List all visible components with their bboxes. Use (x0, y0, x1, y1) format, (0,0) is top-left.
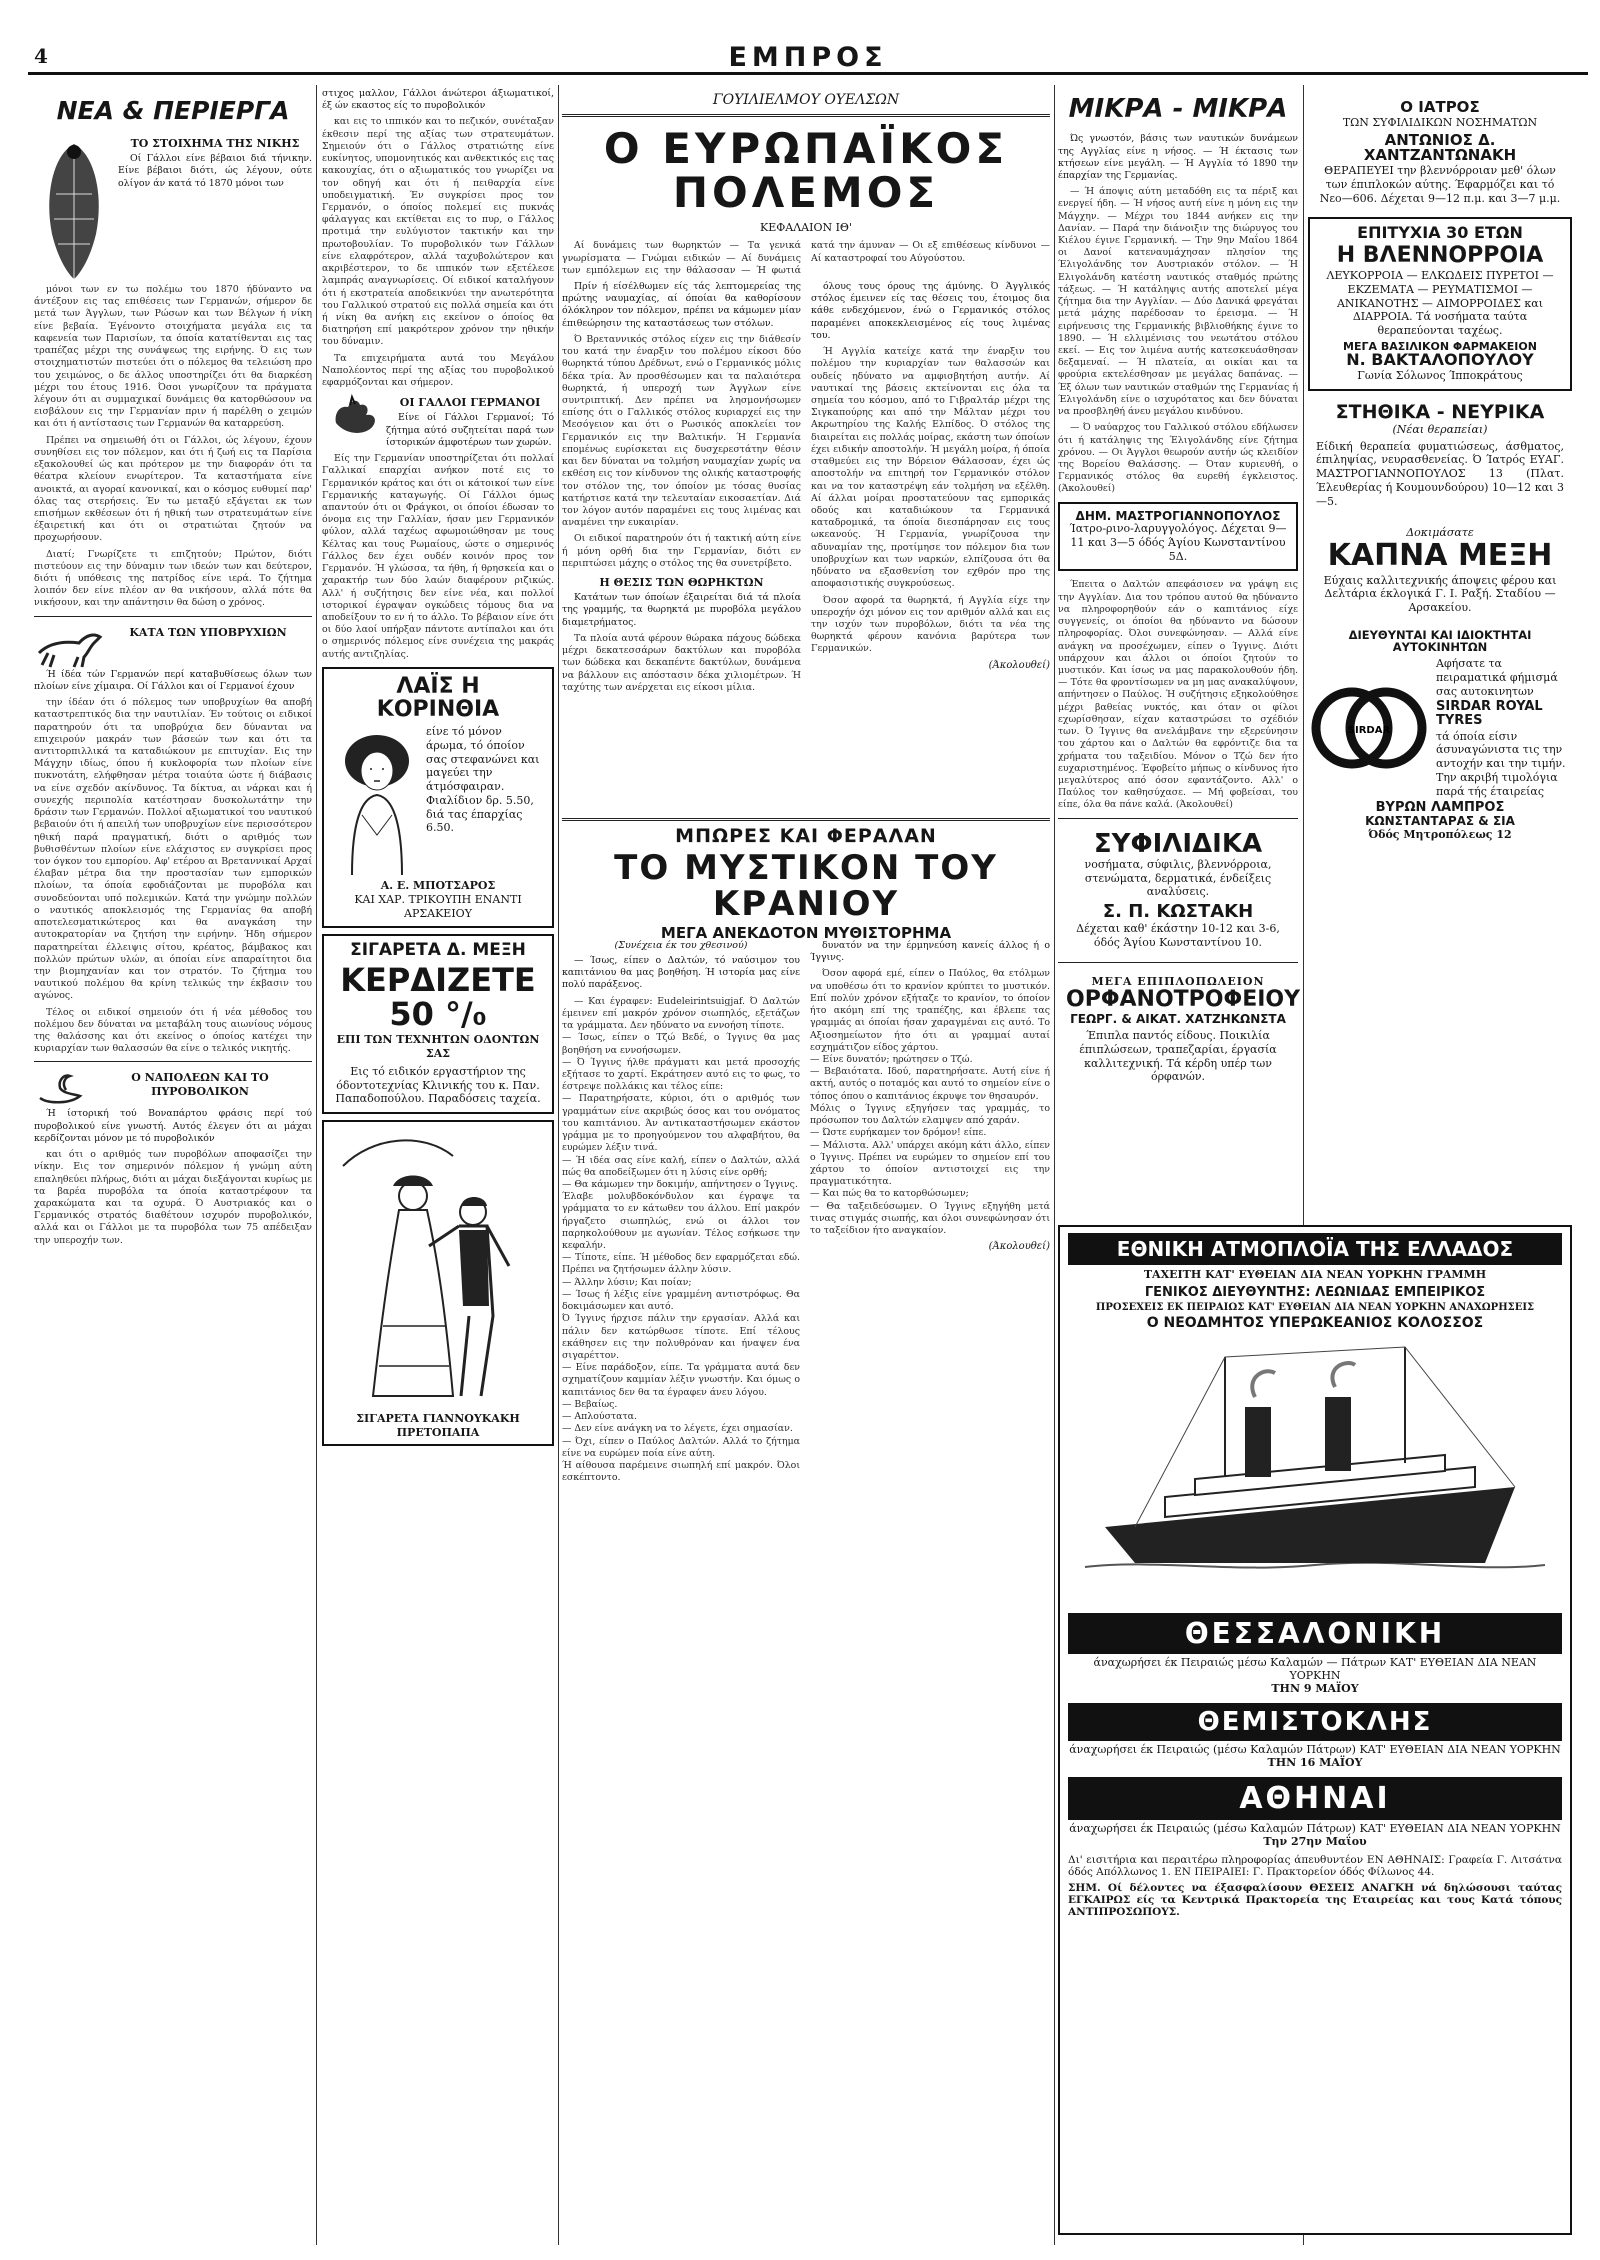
ad-names: ΓΕΩΡΓ. & ΑΙΚΑΤ. ΧΑΤΖΗΚΩΝΣΤΑ (1070, 1012, 1286, 1027)
perfume-ad (322, 667, 554, 928)
novel-title: ΤΟ ΜΥΣΤΙΚΟΝ ΤΟΥ ΚΡΑΝΙΟΥ (614, 847, 998, 924)
article-body: μόνοι των εν τω πολέμω του 1870 ήδύναντο να άντέξουν εις τας επιθέσεις των Γερμανών, σήμερον δε μετά των Άγγλων, των Ρώσων και των Βέλγων ή νίκη είνε βεβαία. Έγένοντο στοιχήματα μεγάλα εις τα καφενεία των Παρισίων, τα όποία κατατίθενται εις τας τραπέζας μέχρι της συνάψεως της ειρήνης. Ό εις των στοιχηματιστών πιστεύει ότι ο πόλεμος θα τελειώση προ του χειμώνος, ο δε άλλος υποστηρίζει ότι θα διαρκέση μέχρι του έτους 1916. Όσοι γνωρίζουν τα πράγματα λέγουν ότι αι συμμαχικαί δυνάμεις θα κατορθώσουν να εισβάλουν εις την Γερμανίαν πριν ή παρέλθη ο χειμών και ότι ή αντίστασις των Γερμανών θα καταρρεύση. (34, 284, 312, 430)
ad-top-line: Ο ΙΑΤΡΟΣ (1400, 98, 1480, 116)
article-body: Αί δυνάμεις των θωρηκτών — Τα γενικά γνωρίσματα — Γνώμαι ειδικών — Αί δυνάμεις των εμπόλεμων εις την θάλασσαν — Ή φωτιά κατά την άμυναν — Οι εξ επιθέσεως κίνδυνοι — Αί καταστροφαί του Αύγούστου. (562, 240, 1050, 276)
woman-portrait-illustration (332, 725, 422, 875)
ad-title: ΕΘΝΙΚΗ ΑΤΜΟΠΛΟΪΑ ΤΗΣ ΕΛΛΑΔΟΣ (1068, 1233, 1562, 1265)
novel-authors: ΜΠΩΡΕΣ ΚΑΙ ΦΕΡΑΛΑΝ (675, 825, 937, 847)
ad-text: ΘΕΡΑΠΕΥΕΙ την βλεννόρροιαν μεθ' όλων των έπιπλοκών αύτης. Έφαρμόζει και τό Νεο—606. Δέχεται 9—12 π.μ. και 3—7 μ.μ. (1319, 164, 1561, 205)
article-body: Τέλος οι ειδικοί σημειούν ότι ή νέα μέθοδος του πολέμου δεν δύναται να μεταβάλη τους αιωνίους νόμους της θαλάσσης και ότι εκείνος ο όποίος κατέχει την κυριαρχίαν των θαλασσών θα είνε ο τελικός νικητής. (34, 1006, 312, 1055)
novel-text: δυνατόν να την έρμηνεύση κανείς άλλος ή ο Ίγγινς. (810, 940, 1050, 964)
newspaper-title: ΕΜΠΡΟΣ (728, 42, 888, 73)
ad-title: ΣΥΦΙΛΙΔΙΚΑ (1093, 828, 1263, 859)
ad-subtitle: ΤΩΝ ΣΥΦΙΛΙΔΙΚΩΝ ΝΟΣΗΜΑΤΩΝ (1342, 115, 1538, 129)
dental-ad (322, 934, 554, 1114)
ad-shop: ΜΕΓΑ ΒΑΣΙΛΙΚΟΝ ΦΑΡΜΑΚΕΙΟΝ (1343, 339, 1537, 353)
serial-continued: (Άκολουθεί) (988, 659, 1050, 671)
ad-text: νοσήματα, σύφιλις, βλεννόρροια, στενώματα, δερματικά, ένδείξεις αναλύσεις. (1084, 857, 1272, 899)
ad-address: Δέχεται καθ' έκάστην 10-12 και 3-6, όδός Άγίου Κωνσταντίνου 10. (1076, 922, 1280, 949)
ad-address: Όδός Μητροπόλεως 12 (1368, 827, 1512, 841)
ad-subtitle: (Νέαι θεραπείαι) (1392, 422, 1488, 436)
serial-chapter: ΚΕΦΑΛΑΙΟΝ ΙΘ' (760, 221, 852, 235)
syphilis-ad (1058, 825, 1298, 956)
ship-name: ΘΕΣΣΑΛΟΝΙΚΗ (1068, 1613, 1562, 1654)
novel-column-right (810, 940, 1050, 2240)
column-two (322, 88, 554, 2238)
ad-subtitle: ΤΑΧΕΙΤΗ ΚΑΤ' ΕΥΘΕΙΑΝ ΔΙΑ ΝΕΑΝ ΥΟΡΚΗΝ ΓΡΑΜΜΗ (1143, 1268, 1487, 1281)
ad-text: Έπιπλα παντός είδους. Ποικιλία έπιπλώσεων, τραπεζαρίαι, έργασία καλλιτεχνική. Τά κέρδη υπέρ των όρφανών. (1079, 1029, 1277, 1084)
ad-contact: Δι' εισιτήρια και περαιτέρω πληροφορίας άπευθυντέον ΕΝ ΑΘΗΝΑΙΣ: Γραφεία Γ. Λιτσάτνα όδός Απόλλωνος 1. ΕΝ ΠΕΙΡΑΙΕΙ: Γ. Πρακτορείον όδός Φίλωνος 44. (1068, 1854, 1562, 1878)
ad-text: Αφήσατε τα πειραματικά φήμισμά σας αυτοκινητων (1436, 657, 1558, 698)
serial-author: ΓΟΥΙΛΙΕΛΜΟΥ ΟΥΕΛΣΩΝ (712, 92, 900, 108)
article-title: ΚΑΤΑ ΤΩΝ ΥΠΟΒΡΥΧΙΩΝ (129, 625, 287, 639)
cigarette-ad (322, 1120, 554, 1446)
ad-top-line: Δοκιμάσατε (1406, 526, 1474, 540)
shipping-line-ad (1058, 1225, 1572, 2235)
novel-continued: (Άκολουθεί) (988, 1241, 1050, 1253)
ad-text: είνε τό μόνον άρωμα, τό όποίον σας στεφανώνει και μαγεύει την άτμόσφαιραν. Φιαλίδιον δρ. 5.50, διά τας έπαρχίας 6.50. (426, 725, 540, 835)
tyre-label: SIRDAR (1347, 724, 1391, 736)
ad-text: Είδική θεραπεία φυματιώσεως, άσθματος, έπιληψίας, νευρασθενείας. Ό Ίατρός ΕΥΑΓ. ΜΑΣΤΡΟΓΙΑΝΝΟΠΟΥΛΟΣ 13 (Πλατ. Έλευθερίας ή Κουμουνδούρου) 10—12 και 3—5. (1316, 439, 1564, 508)
serial-subhead: Η ΘΕΣΙΣ ΤΩΝ ΘΩΡΗΚΤΩΝ (599, 576, 764, 590)
serial-text: όλους τους όρους της άμύνης. Ό Άγγλικός στόλος έμεινεν είς τας θέσεις του, έτοιμος δια κάθε ενδεχόμενον, ένώ ο Γερμανικός στόλος παραμένει αποκεκλεισμένος είς τους λιμένας του. (811, 281, 1050, 341)
article-lead: Ή ίδέα τών Γερμανών περί καταβυθίσεως όλων των πλοίων είνε χίμαιρα. Οί Γάλλοι και οί Γερμανοί έχουν (34, 668, 312, 692)
serial-text: Κατάτων των όποίων έξαιρείται διά τά πλοία της γραμμής, τα θωρηκτά με πυροβόλα μεγάλου διαμετρήματος. (562, 592, 801, 628)
furniture-ad (1058, 969, 1301, 1090)
ocean-liner-illustration (1075, 1337, 1555, 1607)
swan-illustration (34, 1068, 88, 1108)
novel-text: — Ίσως, είπεν ο Δαλτών, τό ναύσιμον του καπιτάνιου θα μας βοηθήση. Ή ιστορία μας είνε πολύ παράξενος. (562, 955, 800, 991)
article-title: ΤΟ ΣΤΟΙΧΗΜΑ ΤΗΣ ΝΙΚΗΣ (130, 137, 300, 150)
article-title: ΟΙ ΓΑΛΛΟΙ ΓΕΡΜΑΝΟΙ (399, 396, 541, 410)
ad-title: ΣΤΗΘΙΚΑ - ΝΕΥΡΙΚΑ (1335, 400, 1545, 423)
article-body: — Και έγραφεν: Eudeleirintsuigjaf. Ό Δαλτών έμεινεν επί μακρόν χρόνον σιωπηλός, εξετάζων τα γράμματα. Δεν ηδύνατο να εννοήση τίποτε. — Ίσως, είπεν ο Τζώ Βεδέ, ο Ίγγινς θα μας βοηθήση να εννοήσωμεν. — Ό Ίγγινς ήλθε πράγματι και μετά προσοχής εξήτασε το χαρτί. Εκράτησεν αυτό εις το φως, το έστρεψε πολλάκις και τέλος είπε: — Παρατηρήσατε, κύριοι, ότι ο αριθμός των γραμμάτων είνε ακριβώς όσος και του ονόματος του καπιτάνιου. Άν αντικαταστήσωμεν εκάστον γράμμα με το προηγούμενον του αλφαβήτου, θα ευρώμεν λέξιν τινά. — Ή ιδέα σας είνε καλή, είπεν ο Δαλτών, αλλά πώς θα αποδείξωμεν ότι η λύσις είνε ορθή; — Θα κάμωμεν την δοκιμήν, απήντησεν ο Ίγγινς. Έλαβε μολυβδοκόνδυλον και έγραψε τα γράμματα το εν κάτωθεν του άλλου. Επί μακρόν ήργαζετο σιωπηλώς, ενώ οι άλλοι τον παρηκολούθουν με αγωνίαν. Τέλος εσήκωσε την κεφαλήν. — Τίποτε, είπε. Ή μέθοδος δεν εφαρμόζεται εδώ. Πρέπει να ζητήσωμεν άλλην λύσιν. — Άλλην λύσιν; Και ποίαν; — Ίσως ή λέξις είνε γραμμένη αντιστρόφως. Θα δοκιμάσωμεν και αυτό. Ό Ίγγινς ήρχισε πάλιν την εργασίαν. Αλλά και πάλιν δεν κατώρθωσε τίποτε. Επί τέλους εκάθησεν εις την πολυθρόναν και ήναψεν ένα σιγαρέττον. — Είνε παράδοξον, είπε. Τα γράμματα αυτά δεν σχηματίζουν καμμίαν λέξιν γνωστήν. Και όμως ο καπιτάνιος δεν θα τα έγραφεν άνευ λόγου. — Βεβαίως. — Απλούστατα. — Δεν είνε ανάγκη να το λέγετε, έχει σημασίαν. — Όχι, είπεν ο Παύλος Δαλτών. Αλλά το ζήτημα είνε να ευρώμεν ποία είνε αύτη. Ή αίθουσα παρέμεινε σιωπηλή επί μακρόν. Όλοι εσκέπτοντο. (562, 995, 800, 1484)
serial-title: Ο ΕΥΡΩΠΑΪΚΟΣ ΠΟΛΕΜΟΣ (603, 124, 1009, 218)
ship-name: ΘΕΜΙΣΤΟΚΛΗΣ (1068, 1703, 1562, 1741)
article-body: Πρέπει να σημειωθή ότι οι Γάλλοι, ώς λέγουν, έχουν συνηθίσει εις τον πόλεμον, και ότι ή ζωή εις τα Παρίσια εξακολουθεί ώς και πρότερον με την διαφοράν ότι τα θέατρα κλείουν ενωρίτερον. Τα καταστήματα είνε ανοικτά, αι αγοραί κανονικαί, και ο κόσμος ευθυμεί παρ' όλας τας στερήσεις. Έν τω μεταξύ εξάγεται εκ των επισήμων εκθέσεων ότι ή ηθική των στρατευμάτων είνε έξαιρετική και ότι οι στρατιώται ζητούν να προχωρήσουν. (34, 434, 312, 544)
ad-new-ship: Ο ΝΕΟΔΜΗΤΟΣ ΥΠΕΡΩΚΕΑΝΙΟΣ ΚΟΛΟΣΣΟΣ (1146, 1315, 1484, 1331)
rooster-illustration (322, 393, 382, 449)
ad-top-line: ΣΙΓΑΡΕΤΑ Δ. ΜΕΞΗ (350, 940, 526, 961)
ship-date: ΤΗΝ 9 ΜΑΪΟΥ (1271, 1682, 1359, 1695)
ad-title: ΛΑΪΣ Η ΚΟΡΙΝΘΙΑ (376, 673, 500, 722)
ship-name: ΑΘΗΝΑΙ (1068, 1777, 1562, 1820)
ad-text: ΣΙΓΑΡΕΤΑ ΓΙΑΝΝΟΥΚΑΚΗ ΠΡΕΤΟΠΑΠΑ (356, 1412, 520, 1439)
ship-date: ΤΗΝ 16 ΜΑΪΟΥ (1267, 1756, 1363, 1769)
ad-names: ΒΥΡΩΝ ΛΑΜΠΡΟΣ (1375, 800, 1505, 816)
short-news-intro: Ώς γνωστόν, βάσις των ναυτικών δυνάμεων της Αγγλίας είνε η νήσος. — Ή έκτασις των κτήσεων είνε μεγάλη. — Ή Αγγλία τό 1890 την έπαρχίαν της Γερμανίας. (1058, 133, 1298, 181)
article-body: Τα επιχειρήματα αυτά του Μεγάλου Ναπολέοντος περί της αξίας του πυροβολικού εφαρμόζονται και σήμερον. (322, 352, 554, 389)
ad-text-2: τά όποία είσιν άσυναγώνιστα τις την αντοχήν και την τιμήν. Την ακριβή τιμολόγια παρά τής έταιρείας (1436, 729, 1566, 798)
ad-name: ΔΗΜ. ΜΑΣΤΡΟΓΙΑΝΝΟΠΟΥΛΟΣ (1075, 508, 1281, 523)
ship-route: άναχωρήσει έκ Πειραιώς (μέσω Καλαμών Πάτρων) ΚΑΤ' ΕΥΘΕΙΑΝ ΔΙΑ ΝΕΑΝ ΥΟΡΚΗΝ (1069, 1822, 1561, 1835)
article-body: — Ή άποψις αύτη μεταδόθη εις τα πέριξ και ενεργεί ήδη. — Ή νήσος αυτή είνε η μόνη εις την Μάγχην. — Μέχρι του 1844 ανήκεν εις την Δανίαν. — Παρά την διάνοιξιν της διώρυγος του Κιέλου έγινε Γερμανική. — Την 9ην Μαΐου 1864 οι Δανοί κατεναυμάχησαν πλησίον της Έλιγολάνδης τον Αυστριακόν στόλον. — Ή Ελιγολάνδη κατέστη ναυτικός σταθμός πρώτης τάξεως. — Ή κατάληψις αυτής αποτελεί μέγα ζήτημα δια την Αγγλίαν. — Δύο Δανικά φρεγάται μετά μάχης παρέδοσαν το έρεισμα. — Ή ειρήνευσις της Γερμανικής βιβλιοθήκης έγινε το 1890. — Ή ελλιμένισις του νεωτάτου στόλου εκεί. — Εις τον λιμένα αυτής κατεσκευάσθησαν δεξαμεναί. — Ή πλατεία, αι οικίαι και τα φρούρια εκτελέσθησαν με μεγάλας δαπάνας. — Έξ όλων των ναυτικών σταθμών της Γερμανίας ή Έλιγολάνδη είνε ο ισχυρότατος και δεν δύναται να προσβληθή άνευ μεγάλου κινδύνου. (1058, 186, 1298, 418)
ad-top-line: ΕΠΙΤΥΧΙΑ 30 ΕΤΩΝ (1357, 223, 1523, 243)
article-lead: Είνε οί Γάλλοι Γερμανοί; Τό ζήτημα αύτό συζητείται παρά των ίστορικών άμφοτέρων των χωρών. (386, 412, 554, 448)
article-body: Τα πλοία αυτά φέρουν θώρακα πάχους δώδεκα μέχρι δεκατεσσάρων δακτύλων και πυροβόλα των δώδεκα και δεκαπέντε δακτύλων, δυνάμενα να βάλλουν εις απόστασιν δέκα χιλιομέτρων. Ή ταχύτης των ανέρχεται εις είκοσι μίλια. (562, 632, 801, 693)
ad-title: ΔΙΕΥΘΥΝΤΑΙ ΚΑΙ ΙΔΙΟΚΤΗΤΑΙ ΑΥΤΟΚΙΝΗΤΩΝ (1348, 627, 1532, 654)
section-title: ΝΕΑ & ΠΕΡΙΕΡΓΑ (56, 95, 290, 125)
tobacco-ad (1308, 520, 1572, 621)
ship-route: άναχωρήσει έκ Πειραιώς (μέσω Καλαμών Πάτρων) ΚΑΤ' ΕΥΘΕΙΑΝ ΔΙΑ ΝΕΑΝ ΥΟΡΚΗΝ (1069, 1743, 1561, 1756)
article-body: Όσον αφορά εμέ, είπεν ο Παύλος, θα ετόλμων να υποθέσω ότι το κρανίον κρύπτει το μυστικόν. Επί πολύν χρόνον εξήταζε το κρανίον, το όποίον ήτο ακόμη επί της τραπέζης, και έβλεπε τας γραμμάς αι όποίαι ήσαν χαραγμέναι εις αυτό. Το Αξιοσημείωτον ήτο ότι αι γραμμαί αυταί εσχημάτιζον είδος χάρτου. — Είνε δυνατόν; ηρώτησεν ο Τζώ. — Βεβαιότατα. Ιδού, παρατηρήσατε. Αυτή είνε ή ακτή, αυτός ο ποταμός και αυτό το σημείον είνε ο τόπος όπου ο καπιτάνιος έκρυψε τον θησαυρόν. Μόλις ο Ίγγινς εξηγήσεν τας γραμμάς, το πρόσωπον του Δαλτών ελαμψεν από χαράν. — Ώστε ευρήκαμεν τον δρόμον! είπε. — Μάλιστα. Αλλ' υπάρχει ακόμη κάτι άλλο, είπεν ο Ίγγινς. Πρέπει να ευρώμεν το σημείον επί του χάρτου το όποίον αντιστοιχεί εις την πραγματικότητα. — Και πώς θα το κατορθώσωμεν; — Θα ταξειδεύσωμεν. Ο Ίγγινς εξηγήθη μετά τινας στιγμάς σιωπής, και όλοι συνεφώνησαν ότι το ταξείδιον ήτο αναγκαίον. (810, 968, 1050, 1237)
pharmacy-ad (1308, 217, 1572, 391)
article-body: Οι ειδικοί παρατηρούν ότι ή τακτική αύτη είνε ή μόνη ορθή δια την Γερμανίαν, διότι εν περιπτώσει μάχης ο στόλος της θα συνετρίβετο. (562, 533, 801, 569)
article-lead: στιχος μαλλον, Γάλλοι άνώτεροι άξιωματικοί, έξ ών εκαστος είς το πυροβολικόν (322, 88, 554, 112)
ship-route: άναχωρήσει έκ Πειραιώς μέσω Καλαμών — Πάτρων ΚΑΤ' ΕΥΘΕΙΑΝ ΔΙΑ ΝΕΑΝ ΥΟΡΚΗΝ (1093, 1656, 1537, 1682)
greyhound-illustration (34, 623, 104, 669)
article-body: Ό Βρεταννικός στόλος είχεν εις την διάθεσίν του κατά την έναρξιν του πολέμου είκοσι δύο θωρηκτά τύπου Δρέδνωτ, ενώ ο Γερμανικός μόλις δέκα τρία. Άν προσθέσωμεν και τα παλαιότερα θωρηκτά, ή υπεροχή των Άγγλων είνε συντριπτική. Δεν πρέπει να λησμονήσωμεν επίσης ότι ο Γαλλικός στόλος κυριαρχεί εις την Μεσόγειον και ότι ο Ρωσικός αποκλείει τον Γερμανικόν εις την Βαλτικήν. Ή Γερμανία επομένως ευρίσκεται εις δυσχερεστάτην θέσιν και δεν δύναται να τολμήση ναυμαχίαν χωρίς να εκθέση εις τον κίνδυνον της ολικής καταστροφής τον στόλον της, τον όποίον με τόσας θυσίας κατήρτισε κατά την τελευταίαν εικοσαετίαν. Διά τον λόγον αυτόν παραμένει εις τους λιμένας και αναμένει την ευκαιρίαν. (562, 333, 801, 529)
ad-departures: ΠΡΟΣΕΧΕΙΣ ΕΚ ΠΕΙΡΑΙΩΣ ΚΑΤ' ΕΥΘΕΙΑΝ ΔΙΑ ΝΕΑΝ ΥΟΡΚΗΝ ΑΝΑΧΩΡΗΣΕΙΣ (1095, 1302, 1535, 1313)
ad-text: Εύχαις καλλιτεχνικής άποψεις φέρου και Δελτάρια έκλογικά Γ. Ι. Ραξή. Σταδίου — Αρσακείου. (1323, 573, 1557, 615)
article-lead: Ή ίστορική τού Βοναπάρτου φράσις περί τού πυροβολικού είνε γνωστή. Αυτός έλεγεν ότι αι μάχαι κερδίζονται μόνον με τό πυροβολικόν (34, 1108, 312, 1144)
ad-name: Ν. ΒΑΚΤΑΛΟΠΟΥΛΟΥ (1346, 350, 1534, 370)
ad-subtitle: ΕΠΙ ΤΩΝ ΤΕΧΝΗΤΩΝ ΟΔΟΝΤΩΝ ΣΑΣ (336, 1033, 540, 1061)
ad-note: ΣΗΜ. Οί δέλοντες να έξασφαλίσουν ΘΕΣΕΙΣ ΑΝΑΓΚΗ νά δηλώσουσι ταύτας ΕΓΚΑΙΡΩΣ είς τα Κεντρικά Πρακτορεία της Εταιρείας και τους Κατά τόπους ΑΝΤΙΠΡΟΣΩΠΟΥΣ. (1068, 1882, 1562, 1918)
ad-address: ΚΑΙ ΧΑΡ. ΤΡΙΚΟΥΠΗ ΕΝΑΝΤΙ ΑΡΣΑΚΕΙΟΥ (354, 892, 522, 920)
article-body: την ίδέαν ότι ό πόλεμος των υποβρυχίων θα αποβή καταστρεπτικός δια την ναυτιλίαν. Έν τούτοις οι ειδικοί παρατηρούν ότι τα υποβρύχια δεν δύνανται να επιχειρούν μακράν των βάσεών των και ότι τα αντιτορπιλλικά τα καταδιώκουν με επιτυχίαν. Εις την Μάγχην ιδίως, όπου ή κυκλοφορία των πλοίων είνε πυκνοτάτη, ελήφθησαν μέτρα τοιαύτα ώστε ή διάβασις να είνε σχεδόν ακίνδυνος. Τα δίκτυα, αι νάρκαι και ή συνεχής περιπολία κατέστησαν δυσκολωτάτην την δράσιν των Γερμανών. Πολλοί αξιωματικοί του ναυτικού βεβαιούν ότι ή απειλή των υποβρυχίων είνε περισσότερον ηθική παρά πραγματική, διότι ο αριθμός των βυθισθέντων πλοίων είνε ελάχιστος εν συγκρίσει προς τον όγκον του εμπορίου. Αφ' ετέρου αι Βρεταννικαί Αρχαί έλαβαν μέτρα δια την προστασίαν των εμπορικών πλοίων, τα όποία εφοδιάζονται με πυροβόλα και συνοδεύονται υπό πολεμικών. Κατά την γνώμην πολλών ο ναυτικός αποκλεισμός της Γερμανίας θα αποβή αποτελεσματικώτερος και θα αναγκάση την αυτοκρατορίαν να ζητήση την ειρήνην. Ήδη σήμερον παρατηρείται έλλειψις σίτου, κρέατος, βάμβακος και πολλών πρώτων υλών, αι όποίαι είνε απαραίτητοι δια την βιομηχανίαν και τον στρατόν. Το ζήτημα του ναυτικού πολέμου θα κρίνη τελικώς την έκβασιν του αγώνος. (34, 697, 312, 1002)
serial-text: Πρίν ή είσέλθωμεν είς τάς λεπτομερείας της πρώτης ναυμαχίας, αί όποίαι θα καθορίσουν όλόκληρον τον πόλεμον, πρέπει να κάμωμεν μίαν έπιθεώρησιν της καταστάσεως των στόλων. (562, 281, 801, 329)
article-body: Έπειτα ο Δαλτών απεφάσισεν να γράψη εις την Αγγλίαν. Δια του τρόπου αυτού θα ηδύναντο να πληροφορηθούν εάν ο καπιτάνιος είχε συγγενείς, οι όποίοι θα ηδύναντο να δώσουν πληροφορίας. Όλοι συνεφώνησαν. — Αλλά είνε ανάγκη να προσέχωμεν, είπεν ο Ίγγινς. Διότι υπάρχουν και άλλοι οι όποίοι ζητούν το μυστικόν. Και ίσως να μας παρακολουθούν ήδη. — Τότε θα φροντίσωμεν να μη μας ανακαλύψουν, απήντησεν ο Παύλος. Ή συζήτησις εξηκολούθησε μέχρι βαθείας νυκτός, και όταν οι φίλοι εχωρίσθησαν, είχαν καταστρώσει το σχέδιόν των. Ό Ίγγινς θα ανελάμβανε την εξερεύνησιν του χάρτου και ο Δαλτών θα εφρόντιζε δια τα χρήματα του ταξειδίου. Μόνον ο Τζώ δεν ήτο ευχαριστημένος. Έφοβείτο μήπως ο κίνδυνος ήτο μεγαλύτερος από όσον εφαντάζοντο. Αλλ' ο Παύλος τον καθησύχασε. — Μή φοβείσαι, του είπε, όλα θα πάνε καλά. (Άκολουθεί) (1058, 579, 1298, 811)
article-body: — Ό ναύαρχος του Γαλλικού στόλου εδήλωσεν ότι ή κατάληψις της Έλιγολάνδης είνε ζήτημα χρόνου. — Οι Άγγλοι θεωρούν αυτήν ώς κλειδίον της Βορείου Θαλάσσης. — Όταν κυριευθή, ο Γερμανικός στόλος θα ευρεθή έγκλειστος. (Άκολουθεί) (1058, 422, 1298, 495)
ad-name: ΑΝΤΩΝΙΟΣ Δ. ΧΑΝΤΖΑΝΤΩΝΑΚΗ (1363, 130, 1517, 165)
column-divider (316, 85, 317, 2245)
ad-director: ΓΕΝΙΚΟΣ ΔΙΕΥΘΥΝΤΗΣ: ΛΕΩΝΙΔΑΣ ΕΜΠΕΙΡΙΚΟΣ (1144, 1285, 1486, 1300)
ad-kicker: ΜΕΓΑ ΕΠΙΠΛΟΠΩΛΕΙΟΝ (1091, 974, 1265, 988)
ad-title: ΟΡΦΑΝΟΤΡΟΦΕΙΟΥ (1066, 987, 1301, 1013)
novel-subtitle: ΜΕΓΑ ΑΝΕΚΔΟΤΟΝ ΜΥΘΙΣΤΟΡΗΜΑ (660, 924, 952, 943)
ship-date: Την 27ην Μαΐου (1263, 1835, 1367, 1848)
doctor-ad (1058, 502, 1298, 572)
section-title: ΜΙΚΡΑ - ΜΙΚΡΑ (1068, 94, 1288, 124)
article-body: Ή Αγγλία κατείχε κατά την έναρξιν του πολέμου την κυριαρχίαν των θαλασσών και ουδείς ηδύνατο να αμφισβητήση αυτήν. Αί ναυτικαί της βάσεις εκτείνονται εις όλα τα σημεία του κόσμου, από το Γιβραλτάρ μέχρι της Σιγκαπούρης και από την Μάλταν μέχρι του Ακρωτηρίου της Καλής Ελπίδος. Ό στόλος της διαιρείται εις πολλάς μοίρας, εκάστη των όποίων έχει ειδικήν αποστολήν. Ή μεγάλη μοίρα, ή όποία σταθμεύει εις την Βόρειον Θάλασσαν, έχει ώς αποστολήν να επιτηρή τον Γερμανικόν στόλον και να τον καταστρέψη εάν τολμήση να εξέλθη. Αί άλλαι μοίραι προστατεύουν τας εμπορικάς οδούς και καταδιώκουν τα Γερμανικά καταδρομικά, τα όποία διεσπάρησαν εις τους ωκεανούς. Ή Γερμανία, γνωρίζουσα την αδυναμίαν της, προτίμησε τον πόλεμον δια των υποβρυχίων και των ναρκών, ελπίζουσα ότι θα ηδύνατο να εξασθενίση τον εχθρόν προ της αποφασιστικής συγκρούσεως. (811, 346, 1050, 590)
ad-text: Εις τό ειδικόν εργαστήριον της όδοντοτεχνίας Κλινικής του κ. Παν. Παπαδοπούλου. Παραδόσεις ταχεία. (335, 1064, 541, 1106)
peacock-illustration (34, 134, 114, 284)
ad-seller: Α. Ε. ΜΠΟΤΣΑΡΟΣ (380, 879, 496, 892)
ad-names-2: ΚΩΝΣΤΑΝΤΑΡΑΣ & ΣΙΑ (1365, 813, 1515, 828)
tyre-ad (1308, 627, 1572, 843)
article-body: Όσον αφορά τα θωρηκτά, ή Αγγλία είχε την υπεροχήν όχι μόνον εις τον αριθμόν αλλά και εις την ισχύν των πυροβόλων, διότι τα νέα της θωρηκτά φέρουν κανόνια βαρύτερα των Γερμανικών. (811, 594, 1050, 655)
column-divider (558, 85, 559, 2245)
article-lead: Οί Γάλλοι είνε βέβαιοι διά τήνικην. Είνε βέβαιοι διότι, ώς λέγουν, ούτε ολίγον άν κατά τό 1870 μόνοι των (118, 153, 312, 189)
column-serial (562, 88, 1050, 808)
chest-nerves-ad (1308, 397, 1572, 514)
masthead (28, 42, 1588, 75)
article-body: Είς την Γερμανίαν υποστηρίζεται ότι πολλαί Γαλλικαί επαρχίαι ανήκον ποτέ εις το Γερμανικόν κράτος και ότι οι κάτοικοί των είνε Γερμανικής καταγωγής. Οί Γάλλοι όμως απαντούν ότι οι Φράγκοι, οι όποίοι έδωσαν το όνομα εις την Γαλλίαν, ήσαν μεν Γερμανικόν φύλον, αλλά ταχέως αφωμοιώθησαν με τους Κέλτας και τους Ρωμαίους, ώστε ο σημερινός Γάλλος δεν έχει ουδέν κοινόν προς τον Γερμανόν. Ή γλώσσα, τα ήθη, ή θρησκεία και ο χαρακτήρ των δύο λαών διαφέρουν ριζικώς. Αλλ' ή συζήτησις δεν είνε νέα, και πολλοί ιστορικοί έγραψαν ογκώδεις τόμους δια να αποδείξουν το εν ή το άλλο. Το βέβαιον είνε ότι οι δύο λαοί υπήρξαν πάντοτε αντίπαλοι και ότι ο σημερινός πόλεμος είνε συνέχεια της μακράς αυτής αντιζηλίας. (322, 453, 554, 660)
article-body: Διατί; Γνωρίζετε τι επιζητούν; Πρώτον, διότι πιστεύουν εις την δύναμιν των ιδεών των και δεύτερον, διότι ή υπόθεσις της πατρίδος είνε ιερά. Το ζήτημα λοιπόν δεν είνε πλέον αν θα νικήσουν, αλλά πότε θα νικήσουν, και την απάντησιν θα δώση ο χρόνος. (34, 548, 312, 609)
ad-address: Γωνία Σόλωνος Ίπποκράτους (1357, 369, 1523, 383)
ad-title: Η ΒΛΕΝΝΟΡΡΟΙΑ (1336, 243, 1544, 269)
article-title: Ο ΝΑΠΟΛΕΩΝ ΚΑΙ ΤΟ ΠΥΡΟΒΟΛΙΚΟΝ (131, 1071, 269, 1098)
column-news-curiosities (34, 88, 312, 2238)
venereal-doctor-ad (1308, 94, 1572, 211)
tyres-illustration (1312, 673, 1432, 783)
novel-column-left (562, 940, 800, 2240)
ad-name: Σ. Π. ΚΩΣΤΑΚΗ (1102, 901, 1254, 923)
article-body: και εις το ιππικόν και το πεζικόν, συνέταξαν έκθεσιν περί της αξίας των στρατευμάτων. Σημειούν ότι ο Γάλλος στρατιώτης είνε ευκίνητος, υπομονητικός και ανθεκτικός εις τας κακουχίας, ότι ο αξιωματικός του γνωρίζει να τον οδηγή και ότι ή πειθαρχία είνε υποδειγματική. Έν συγκρίσει προς τον Γερμανόν, ο όποίος πολεμεί εις πυκνάς φάλαγγας και εκτίθεται εις το πυρ, ο Γάλλος προτιμά την ευλύγιστον τακτικήν και την πρωτοβουλίαν. Το πυροβολικόν των Γάλλων είνε ελαφρότερον, αλλά ταχυβολώτερον και ακριβέστερον, το δε ιππικόν των εξετέλεσε λαμπράς αναγνωρίσεις. Οί ειδικοί καταλήγουν ότι ή εκστρατεία αποδεικνύει την ανωτερότητα του Γαλλικού στρατού εις πολλά σημεία και ότι ή νίκη θα ανήκη εις εκείνον ο όποίος θα διατηρήση επί μακρότερον χρόνον την ηθικήν του δύναμιν. (322, 116, 554, 348)
ad-title: ΚΕΡΔΙΖΕΤΕ 50 °/₀ (340, 961, 536, 1033)
page-number: 4 (34, 44, 48, 68)
column-divider (1054, 85, 1055, 2245)
novel-continuation: (Συνέχεια έκ του χθεσινού) (614, 940, 748, 951)
novel-header (562, 812, 1050, 943)
ad-title: ΚΑΠΝΑ ΜΕΞΗ (1327, 538, 1553, 574)
ad-text: ΛΕΥΚΟΡΡΟΙΑ — ΕΛΚΩΔΕΙΣ ΠΥΡΕΤΟΙ — ΕΚΖΕΜΑΤΑ — ΡΕΥΜΑΤΙΣΜΟΙ — ΑΝΙΚΑΝΟΤΗΣ — ΑΙΜΟΡΡΟΙΔΕΣ και ΔΙΑΡΡΟΙΑ. Τά νοσήματα ταύτα θεραπεύονται ταχέως. (1326, 269, 1554, 338)
ad-brand: SIRDAR ROYAL TYRES (1436, 699, 1543, 728)
dancing-couple-illustration (333, 1126, 543, 1406)
ad-text: Ίατρο-ρινο-λαρυγγολόγος. Δέχεται 9—11 και 3—5 όδός Άγίου Κωνσταντίνου 5Δ. (1069, 522, 1287, 563)
article-body: και ότι ο αριθμός των πυροβόλων αποφασίζει την νίκην. Εις τον σημερινόν πόλεμον ή γνώμη αύτη επαληθεύει πλήρως, διότι αι μάχαι διεξάγονται κυρίως με τα βαρέα πυροβόλα τα όποία καταστρέφουν τα χαρακώματα και τα οχυρά. Ό Αυστριακός και ο Γερμανικός στρατός διαθέτουν ισχυρόν πυροβολικόν, αλλά και οι Γάλλοι με τα πυροβόλα των 75 απέδειξαν την υπεροχήν των. (34, 1149, 312, 1246)
